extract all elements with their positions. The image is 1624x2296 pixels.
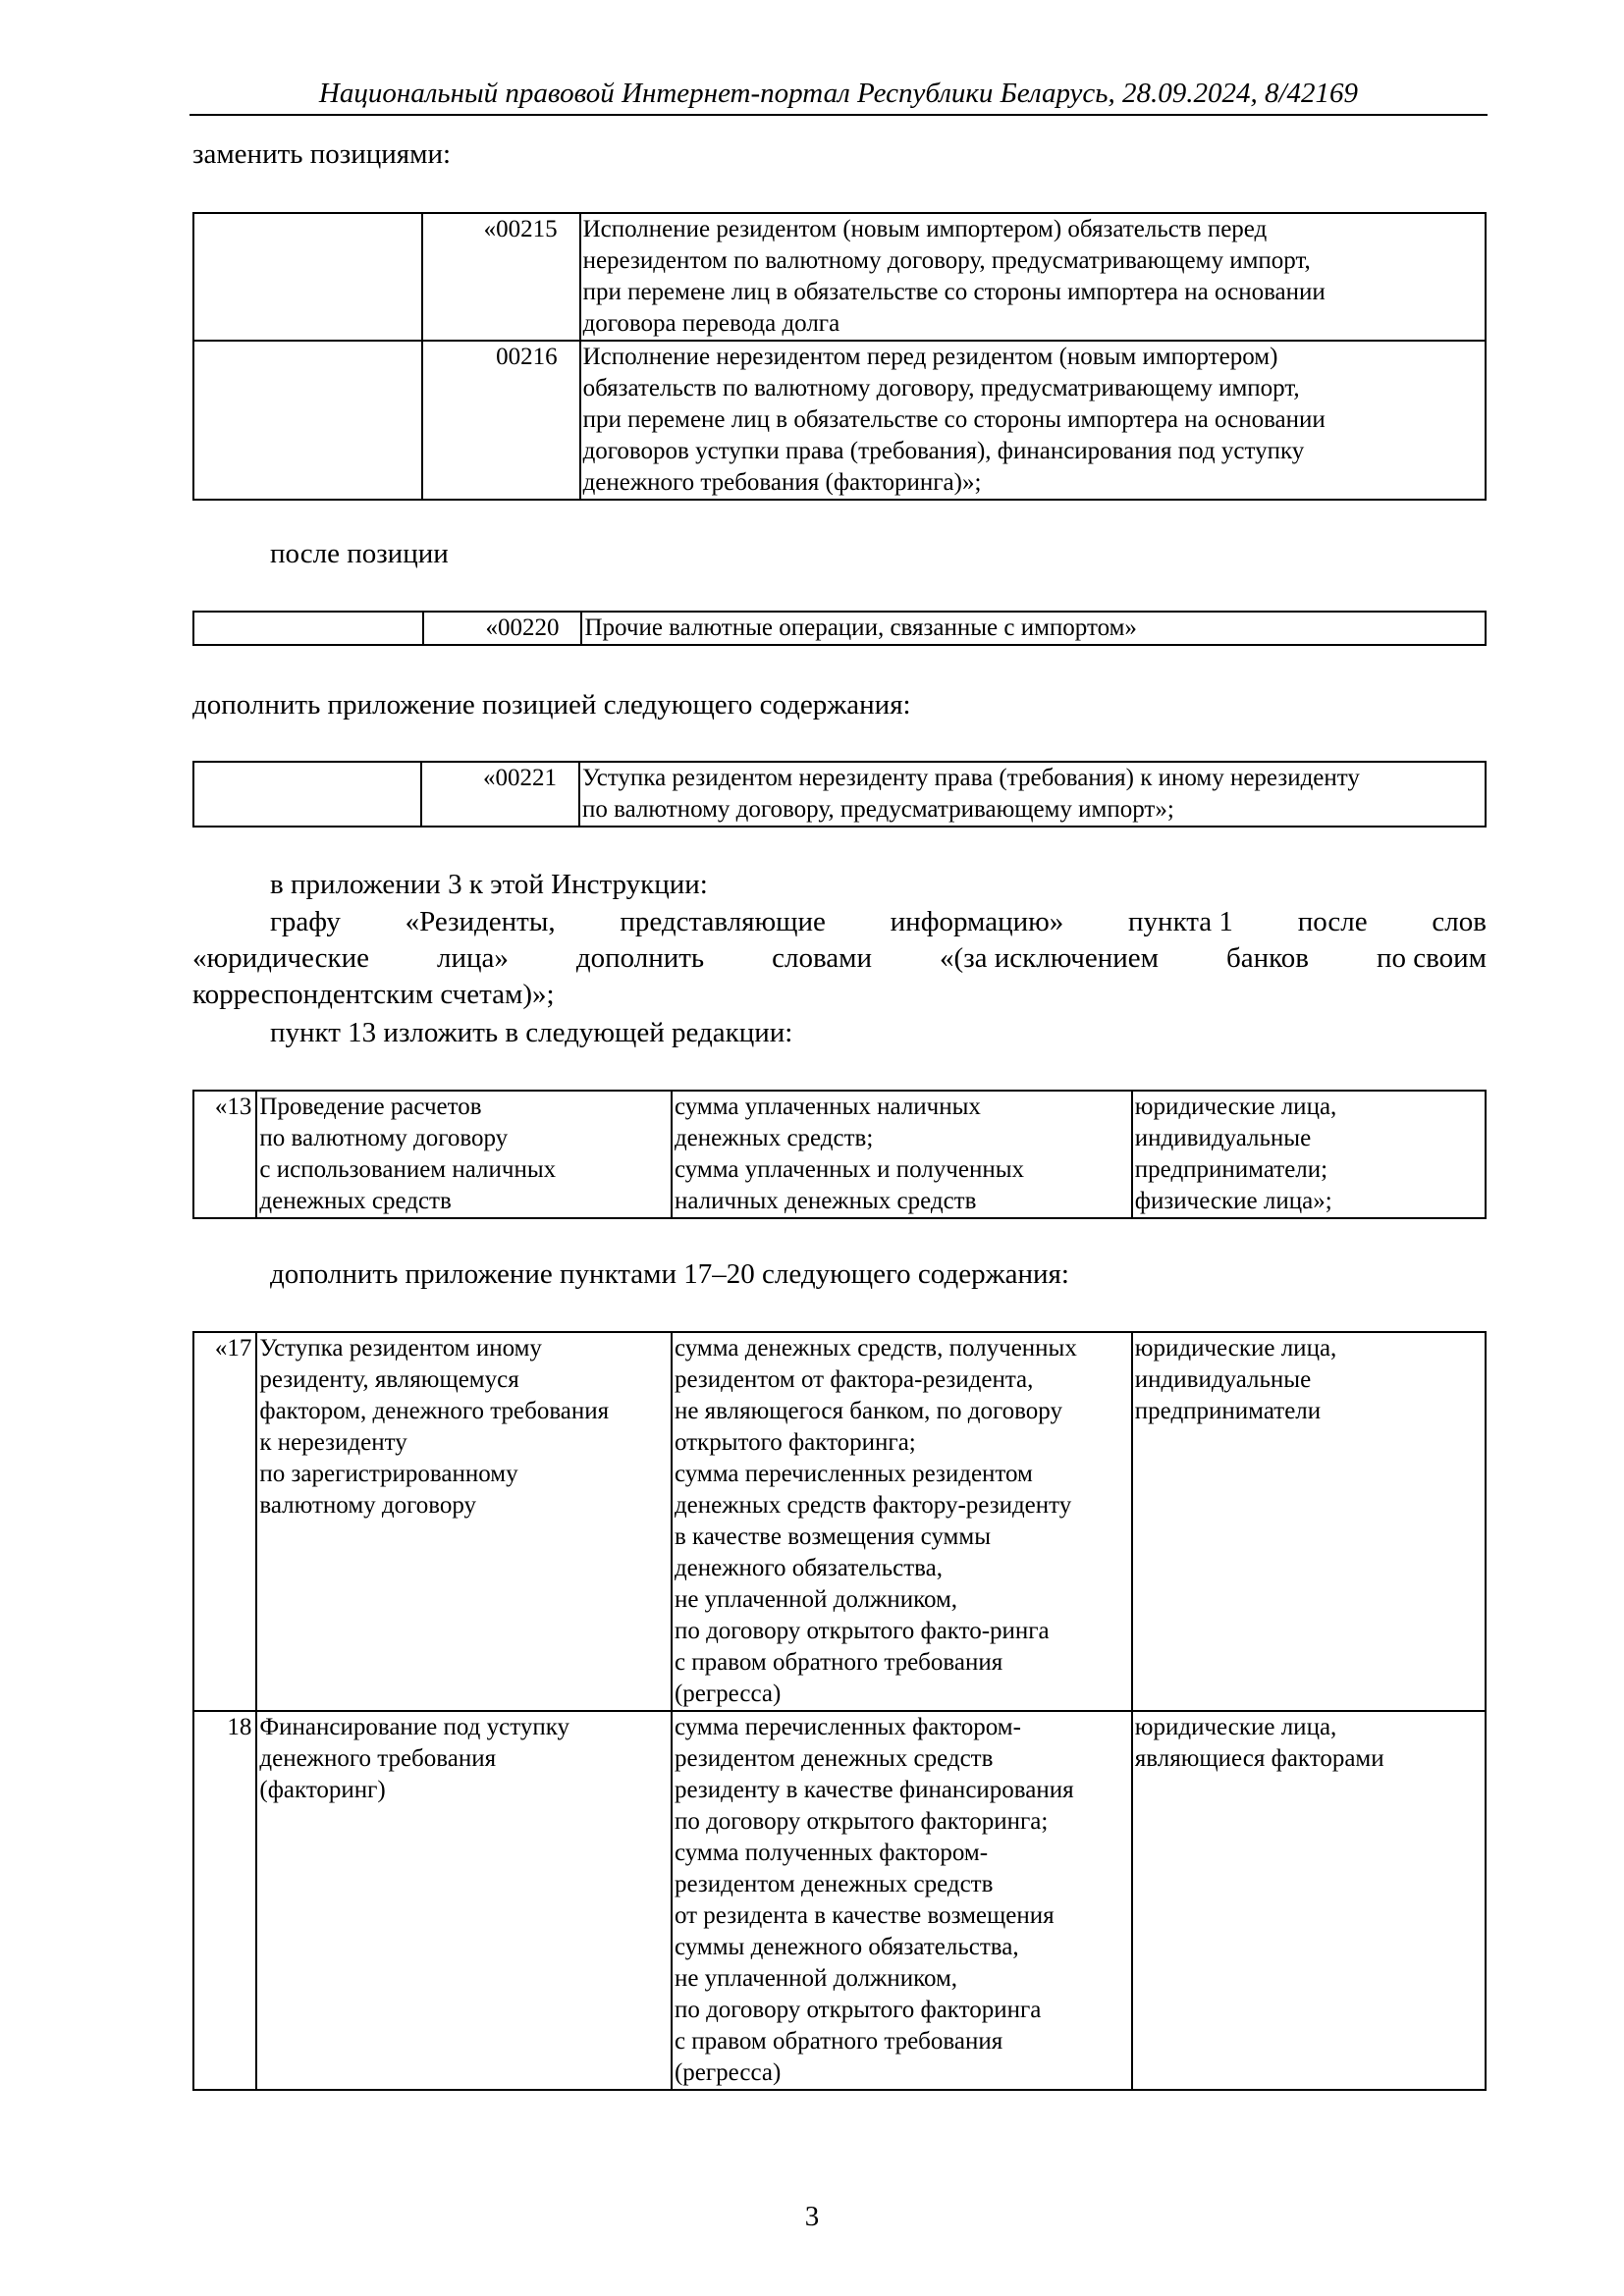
item-number-cell: 18 (193, 1711, 256, 2090)
cell-line: наличных денежных средств (674, 1188, 977, 1214)
paragraph-line-3: корреспондентским счетам)»; (192, 979, 555, 1010)
paragraph-item13: пункт 13 изложить в следующей редакции: (270, 1017, 793, 1048)
residents-cell (1132, 1332, 1486, 1711)
cell-line: денежного требования (259, 1745, 497, 1772)
cell-line: по валютному договору, предусматривающему импорт»; (582, 796, 1174, 823)
cell-line: суммы денежного обязательства, (674, 1934, 1019, 1960)
cell-line: индивидуальные (1134, 1125, 1312, 1151)
cell-line: сумма уплаченных наличных (674, 1094, 981, 1120)
cell-line: сумма перечисленных резидентом (674, 1461, 1033, 1487)
cell-line: нерезидентом по валютному договору, предусматривающему импорт, (582, 247, 1311, 274)
word: информацию» (890, 906, 1064, 937)
cell-line: не являющегося банком, по договору (674, 1398, 1062, 1424)
cell-line: резиденту в качестве финансирования (674, 1777, 1074, 1803)
amount-cell (672, 1711, 1132, 2090)
cell-line: от резидента в качестве возмещения (674, 1902, 1055, 1929)
paragraph-after-position: после позиции (270, 538, 449, 569)
cell-line: юридические лица, (1134, 1714, 1337, 1740)
item-number-cell: «17 (193, 1332, 256, 1711)
cell-line: при перемене лиц в обязательстве со стороны импортера на основании (582, 406, 1326, 433)
cell-line: резидентом денежных средств (674, 1745, 994, 1772)
table-row (193, 1091, 1486, 1218)
points-table-item13 (192, 1090, 1487, 1219)
paragraph-add-position: дополнить приложение позицией следующего содержания: (192, 689, 911, 721)
codes-table-position (192, 611, 1487, 646)
cell-line: Уступка резидентом нерезиденту права (требования) к иному нерезиденту (582, 765, 1360, 791)
description-cell (581, 612, 1486, 645)
codes-table-replace (192, 212, 1487, 501)
cell-line: денежных средств (259, 1188, 452, 1214)
word: слов (1432, 906, 1487, 937)
cell-line: по зарегистрированному (259, 1461, 518, 1487)
empty-cell (193, 341, 422, 500)
cell-line: денежных средств; (674, 1125, 874, 1151)
cell-line: Проведение расчетов (259, 1094, 482, 1120)
cell-line: сумма уплаченных и полученных (674, 1156, 1025, 1183)
cell-line: не уплаченной должником, (674, 1586, 958, 1613)
paragraph-items17-20: дополнить приложение пунктами 17–20 следующего содержания: (270, 1258, 1069, 1290)
operation-cell (256, 1332, 672, 1711)
table-row (193, 612, 1486, 645)
cell-line: индивидуальные (1134, 1366, 1312, 1393)
paragraph-residents-column (192, 904, 1487, 1013)
cell-line: Прочие валютные операции, связанные с импортом» (584, 614, 1137, 641)
cell-line: являющиеся факторами (1134, 1745, 1384, 1772)
cell-line: денежных средств фактору-резиденту (674, 1492, 1072, 1519)
word: по своим (1376, 942, 1487, 974)
cell-line: в качестве возмещения суммы (674, 1523, 991, 1550)
cell-line: юридические лица, (1134, 1094, 1337, 1120)
residents-cell (1132, 1711, 1486, 2090)
cell-line: резидентом от фактора-резидента, (674, 1366, 1034, 1393)
cell-line: по договору открытого факторинга (674, 1997, 1042, 2023)
description-cell (580, 341, 1486, 500)
cell-line: по договору открытого факто-ринга (674, 1618, 1050, 1644)
cell-line: физические лица»; (1134, 1188, 1332, 1214)
codes-table-add (192, 761, 1487, 828)
amount-cell (672, 1332, 1132, 1711)
points-table-items17-18 (192, 1331, 1487, 2091)
table-row (193, 213, 1486, 341)
cell-line: денежного требования (факторинга)»; (582, 469, 982, 496)
paragraph-appendix3: в приложении 3 к этой Инструкции: (270, 869, 708, 900)
cell-line: валютному договору (259, 1492, 477, 1519)
word: словами (772, 942, 873, 974)
cell-line: сумма полученных фактором- (674, 1840, 989, 1866)
word: пункта 1 (1128, 906, 1233, 937)
cell-line: с правом обратного требования (674, 1649, 1003, 1676)
cell-line: фактором, денежного требования (259, 1398, 610, 1424)
cell-line: резидентом денежных средств (674, 1871, 994, 1897)
cell-line: обязательств по валютному договору, предусматривающему импорт, (582, 375, 1300, 401)
cell-line: денежного обязательства, (674, 1555, 943, 1581)
cell-line: (регресса) (674, 1681, 782, 1707)
table-row (193, 1332, 1486, 1711)
paragraph-replace: заменить позициями: (192, 138, 452, 170)
cell-line: не уплаченной должником, (674, 1965, 958, 1992)
cell-line: при перемене лиц в обязательстве со стороны импортера на основании (582, 279, 1326, 305)
cell-line: договоров уступки права (требования), финансирования под уступку (582, 438, 1305, 464)
paragraph-line-1 (192, 904, 1487, 940)
word: представляющие (620, 906, 826, 937)
cell-line: по валютному договору (259, 1125, 509, 1151)
cell-line: сумма денежных средств, полученных (674, 1335, 1077, 1362)
item-number-cell: «13 (193, 1091, 256, 1218)
code-cell: «00215 (422, 213, 580, 341)
cell-line: Финансирование под уступку (259, 1714, 570, 1740)
cell-line: юридические лица, (1134, 1335, 1337, 1362)
description-cell (579, 762, 1486, 827)
cell-line: (регресса) (674, 2059, 782, 2086)
table-row (193, 762, 1486, 827)
cell-line: по договору открытого факторинга; (674, 1808, 1049, 1835)
code-cell: 00216 (422, 341, 580, 500)
description-cell (580, 213, 1486, 341)
word: графу (270, 906, 341, 937)
word: банков (1226, 942, 1309, 974)
cell-line: Исполнение резидентом (новым импортером) обязательств перед (582, 216, 1268, 242)
empty-cell (193, 762, 421, 827)
code-cell: «00221 (421, 762, 579, 827)
word: лица» (436, 942, 509, 974)
cell-line: резиденту, являющемуся (259, 1366, 519, 1393)
code-cell: «00220 (423, 612, 581, 645)
cell-line: с правом обратного требования (674, 2028, 1003, 2055)
cell-line: договора перевода долга (582, 310, 840, 337)
portal-header: Национальный правовой Интернет-портал Республики Беларусь, 28.09.2024, 8/42169 (189, 77, 1488, 116)
cell-line: открытого факторинга; (674, 1429, 916, 1456)
cell-line: к нерезиденту (259, 1429, 407, 1456)
word: дополнить (575, 942, 705, 974)
residents-cell (1132, 1091, 1486, 1218)
table-row (193, 341, 1486, 500)
cell-line: сумма перечисленных фактором- (674, 1714, 1021, 1740)
cell-line: Исполнение нерезидентом перед резидентом (новым импортером) (582, 344, 1278, 370)
word: «(за исключением (940, 942, 1160, 974)
word: «юридические (192, 942, 369, 974)
operation-cell (256, 1091, 672, 1218)
amount-cell (672, 1091, 1132, 1218)
cell-line: предприниматели; (1134, 1156, 1328, 1183)
cell-line: Уступка резидентом иному (259, 1335, 542, 1362)
page-number: 3 (804, 2201, 820, 2232)
cell-line: с использованием наличных (259, 1156, 557, 1183)
empty-cell (193, 213, 422, 341)
table-row (193, 1711, 1486, 2090)
cell-line: предприниматели (1134, 1398, 1322, 1424)
empty-cell (193, 612, 423, 645)
operation-cell (256, 1711, 672, 2090)
word: после (1297, 906, 1368, 937)
word: «Резиденты, (405, 906, 556, 937)
cell-line: (факторинг) (259, 1777, 386, 1803)
paragraph-line-2 (192, 940, 1487, 977)
